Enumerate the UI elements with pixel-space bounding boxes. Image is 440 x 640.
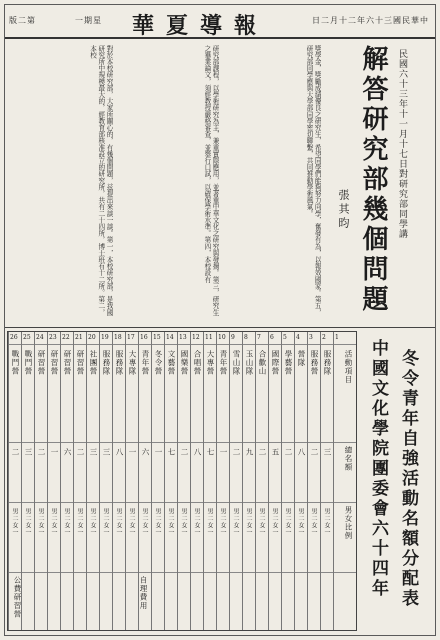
activity-cell: 文藝營 <box>167 350 176 376</box>
table-column-line <box>21 332 22 630</box>
column-number: 7 <box>257 334 261 341</box>
ratio-cell: 男二女一 <box>115 508 122 536</box>
column-number: 24 <box>36 334 44 341</box>
quota-cell: 二 <box>232 448 241 457</box>
ratio-cell: 男二女一 <box>271 508 278 536</box>
activity-cell: 合歡山 <box>258 350 267 376</box>
article-paragraph: 獎學金，獎勵成績優良之研究生，希望同學們能夠努力向學，奮發有為，以報效國家。第五，研究部同學應與大學部同學密切聯繫，共同推動學術風氣。 <box>305 45 322 316</box>
ratio-cell: 男二女一 <box>219 508 226 536</box>
ratio-cell: 男二女一 <box>11 508 18 536</box>
column-number: 11 <box>205 334 213 341</box>
column-number: 20 <box>88 334 96 341</box>
quota-cell: 六 <box>63 448 72 457</box>
article <box>5 39 435 328</box>
ratio-cell: 男二女一 <box>180 508 187 536</box>
article-subline: 民國六十三年十一月十七日對研究部同學講 <box>397 49 407 239</box>
ratio-cell: 男二女一 <box>50 508 57 536</box>
activity-cell: 學藝營 <box>284 350 293 376</box>
header-ratio: 男女比例 <box>344 506 353 540</box>
quota-cell: 二 <box>284 448 293 457</box>
table-column-line <box>86 332 87 630</box>
table-column-line <box>268 332 269 630</box>
ratio-cell: 男二女一 <box>284 508 291 536</box>
table-column-line <box>8 332 9 630</box>
activity-cell: 營隊 <box>297 350 306 367</box>
quota-cell: 一 <box>219 448 228 457</box>
column-number: 12 <box>192 334 200 341</box>
quota-cell: 二 <box>11 448 20 457</box>
quota-cell: 八 <box>115 448 124 457</box>
quota-cell: 六 <box>141 448 150 457</box>
column-number: 22 <box>62 334 70 341</box>
table-column-line <box>112 332 113 630</box>
quota-cell: 二 <box>180 448 189 457</box>
column-number: 18 <box>114 334 122 341</box>
ratio-cell: 男二女一 <box>323 508 330 536</box>
quota-table <box>7 331 357 631</box>
table-title-line2: 冬令青年自強活動名額分配表 <box>398 349 418 609</box>
activity-cell: 玉山隊 <box>245 350 254 376</box>
table-column-line <box>151 332 152 630</box>
quota-cell: 三 <box>89 448 98 457</box>
activity-cell: 雪山隊 <box>232 350 241 376</box>
column-number: 21 <box>75 334 83 341</box>
column-number: 19 <box>101 334 109 341</box>
column-number: 23 <box>49 334 57 341</box>
newspaper-page <box>4 4 436 636</box>
activity-cell: 服務營 <box>310 350 319 376</box>
ratio-cell: 男二女一 <box>206 508 213 536</box>
table-column-line <box>73 332 74 630</box>
column-number: 15 <box>153 334 161 341</box>
activity-cell: 研習營 <box>37 350 46 376</box>
quota-cell: 一 <box>154 448 163 457</box>
table-column-line <box>47 332 48 630</box>
column-number: 10 <box>218 334 226 341</box>
quota-cell: 二 <box>76 448 85 457</box>
activity-cell: 服務隊 <box>115 350 124 376</box>
issue-date: 日二月十二年六十三國民華中 <box>312 16 429 25</box>
column-number: 9 <box>231 334 235 341</box>
column-number: 2 <box>322 334 326 341</box>
quota-cell: 二 <box>310 448 319 457</box>
activity-cell: 社團營 <box>89 350 98 376</box>
table-column-line <box>294 332 295 630</box>
activity-cell: 服務隊 <box>102 350 111 376</box>
ratio-cell: 男二女一 <box>102 508 109 536</box>
table-column-line <box>255 332 256 630</box>
table-column-line <box>177 332 178 630</box>
ratio-cell: 男二女一 <box>297 508 304 536</box>
table-column-line <box>229 332 230 630</box>
ratio-cell: 男二女一 <box>76 508 83 536</box>
ratio-cell: 男二女一 <box>232 508 239 536</box>
table-column-line <box>281 332 282 630</box>
activity-cell: 戰鬥營 <box>24 350 33 376</box>
column-number: 1 <box>335 334 339 341</box>
table-column-line <box>216 332 217 630</box>
ratio-cell: 男二女一 <box>245 508 252 536</box>
ratio-cell: 男二女一 <box>193 508 200 536</box>
ratio-cell: 男二女一 <box>167 508 174 536</box>
column-number: 8 <box>244 334 248 341</box>
table-column-line <box>307 332 308 630</box>
footer-right: 自理費用 <box>139 576 148 610</box>
table-column-line <box>190 332 191 630</box>
column-number: 14 <box>166 334 174 341</box>
activity-cell: 研習營 <box>76 350 85 376</box>
column-number: 3 <box>309 334 313 341</box>
quota-cell: 八 <box>297 448 306 457</box>
activity-cell: 冬令營 <box>154 350 163 376</box>
table-column-line <box>138 332 139 630</box>
table-column-line <box>164 332 165 630</box>
ratio-cell: 男二女一 <box>63 508 70 536</box>
activity-cell: 戰鬥營 <box>11 350 20 376</box>
column-number: 16 <box>140 334 148 341</box>
column-number: 6 <box>270 334 274 341</box>
ratio-cell: 男二女一 <box>141 508 148 536</box>
article-body <box>9 45 329 323</box>
column-number: 17 <box>127 334 135 341</box>
quota-cell: 二 <box>258 448 267 457</box>
activity-cell: 合唱營 <box>193 350 202 376</box>
ratio-cell: 男二女一 <box>258 508 265 536</box>
activity-cell: 研習營 <box>50 350 59 376</box>
quota-cell: 五 <box>271 448 280 457</box>
ratio-cell: 男二女一 <box>37 508 44 536</box>
table-column-line <box>203 332 204 630</box>
table-column-line <box>60 332 61 630</box>
table-column-line <box>242 332 243 630</box>
quota-cell: 八 <box>193 448 202 457</box>
ratio-cell: 男二女一 <box>128 508 135 536</box>
quota-table-section <box>5 329 435 635</box>
masthead <box>5 5 435 39</box>
table-column-line <box>333 332 334 630</box>
activity-cell: 青年營 <box>141 350 150 376</box>
page-number: 版二第 <box>9 16 36 25</box>
ratio-cell: 男二女一 <box>154 508 161 536</box>
header-activity: 活動項目 <box>344 350 353 384</box>
quota-cell: 七 <box>167 448 176 457</box>
activity-cell: 服務隊 <box>323 350 332 376</box>
article-paragraph: 研究部課程，以學術研究為主，兼重實際應用，並著重中華文化之研究與發揚。第三，研究生之畢業論文，須經教授嚴格審查，並舉行口試，以確保學術水準。第四，本校設有 <box>202 45 220 316</box>
column-number: 4 <box>296 334 300 341</box>
quota-cell: 三 <box>323 448 332 457</box>
ratio-cell: 男二女一 <box>89 508 96 536</box>
article-author: 張其昀 <box>337 189 350 231</box>
column-number: 25 <box>23 334 31 341</box>
quota-cell: 七 <box>206 448 215 457</box>
column-number: 5 <box>283 334 287 341</box>
header-quota: 總名額 <box>344 446 353 472</box>
activity-cell: 大專隊 <box>128 350 137 376</box>
article-headline: 解答研究部幾個問題 <box>358 45 388 315</box>
activity-cell: 國樂營 <box>180 350 189 376</box>
activity-cell: 大專營 <box>206 350 215 376</box>
weekday: 一期星 <box>75 16 102 25</box>
activity-cell: 青年營 <box>219 350 228 376</box>
quota-cell: 九 <box>245 448 254 457</box>
footer-left: 公費研習營 <box>13 576 22 619</box>
newspaper-title: 華夏導報 <box>131 13 268 39</box>
table-column-line <box>125 332 126 630</box>
quota-cell: 一 <box>50 448 59 457</box>
column-number: 13 <box>179 334 187 341</box>
table-title-line1: 中國文化學院團委會六十四年 <box>368 339 388 599</box>
activity-cell: 國際營 <box>271 350 280 376</box>
quota-cell: 二 <box>37 448 46 457</box>
ratio-cell: 男二女一 <box>310 508 317 536</box>
table-column-line <box>34 332 35 630</box>
quota-cell: 三 <box>24 448 33 457</box>
quota-cell: 三 <box>102 448 111 457</box>
quota-cell: 一 <box>128 448 137 457</box>
table-column-line <box>99 332 100 630</box>
column-number: 26 <box>10 334 18 341</box>
activity-cell: 研習營 <box>63 350 72 376</box>
ratio-cell: 男二女一 <box>24 508 31 536</box>
article-paragraph: 對於本校研究部，大家所關心的，有幾個問題，兹提出來談一談。第一，本校研究部，是我國研究所中規模最大的，經教育部核准設立的研究所，共有二十四所，博士班有十二所。第二，本校 <box>88 45 113 316</box>
table-column-line <box>320 332 321 630</box>
